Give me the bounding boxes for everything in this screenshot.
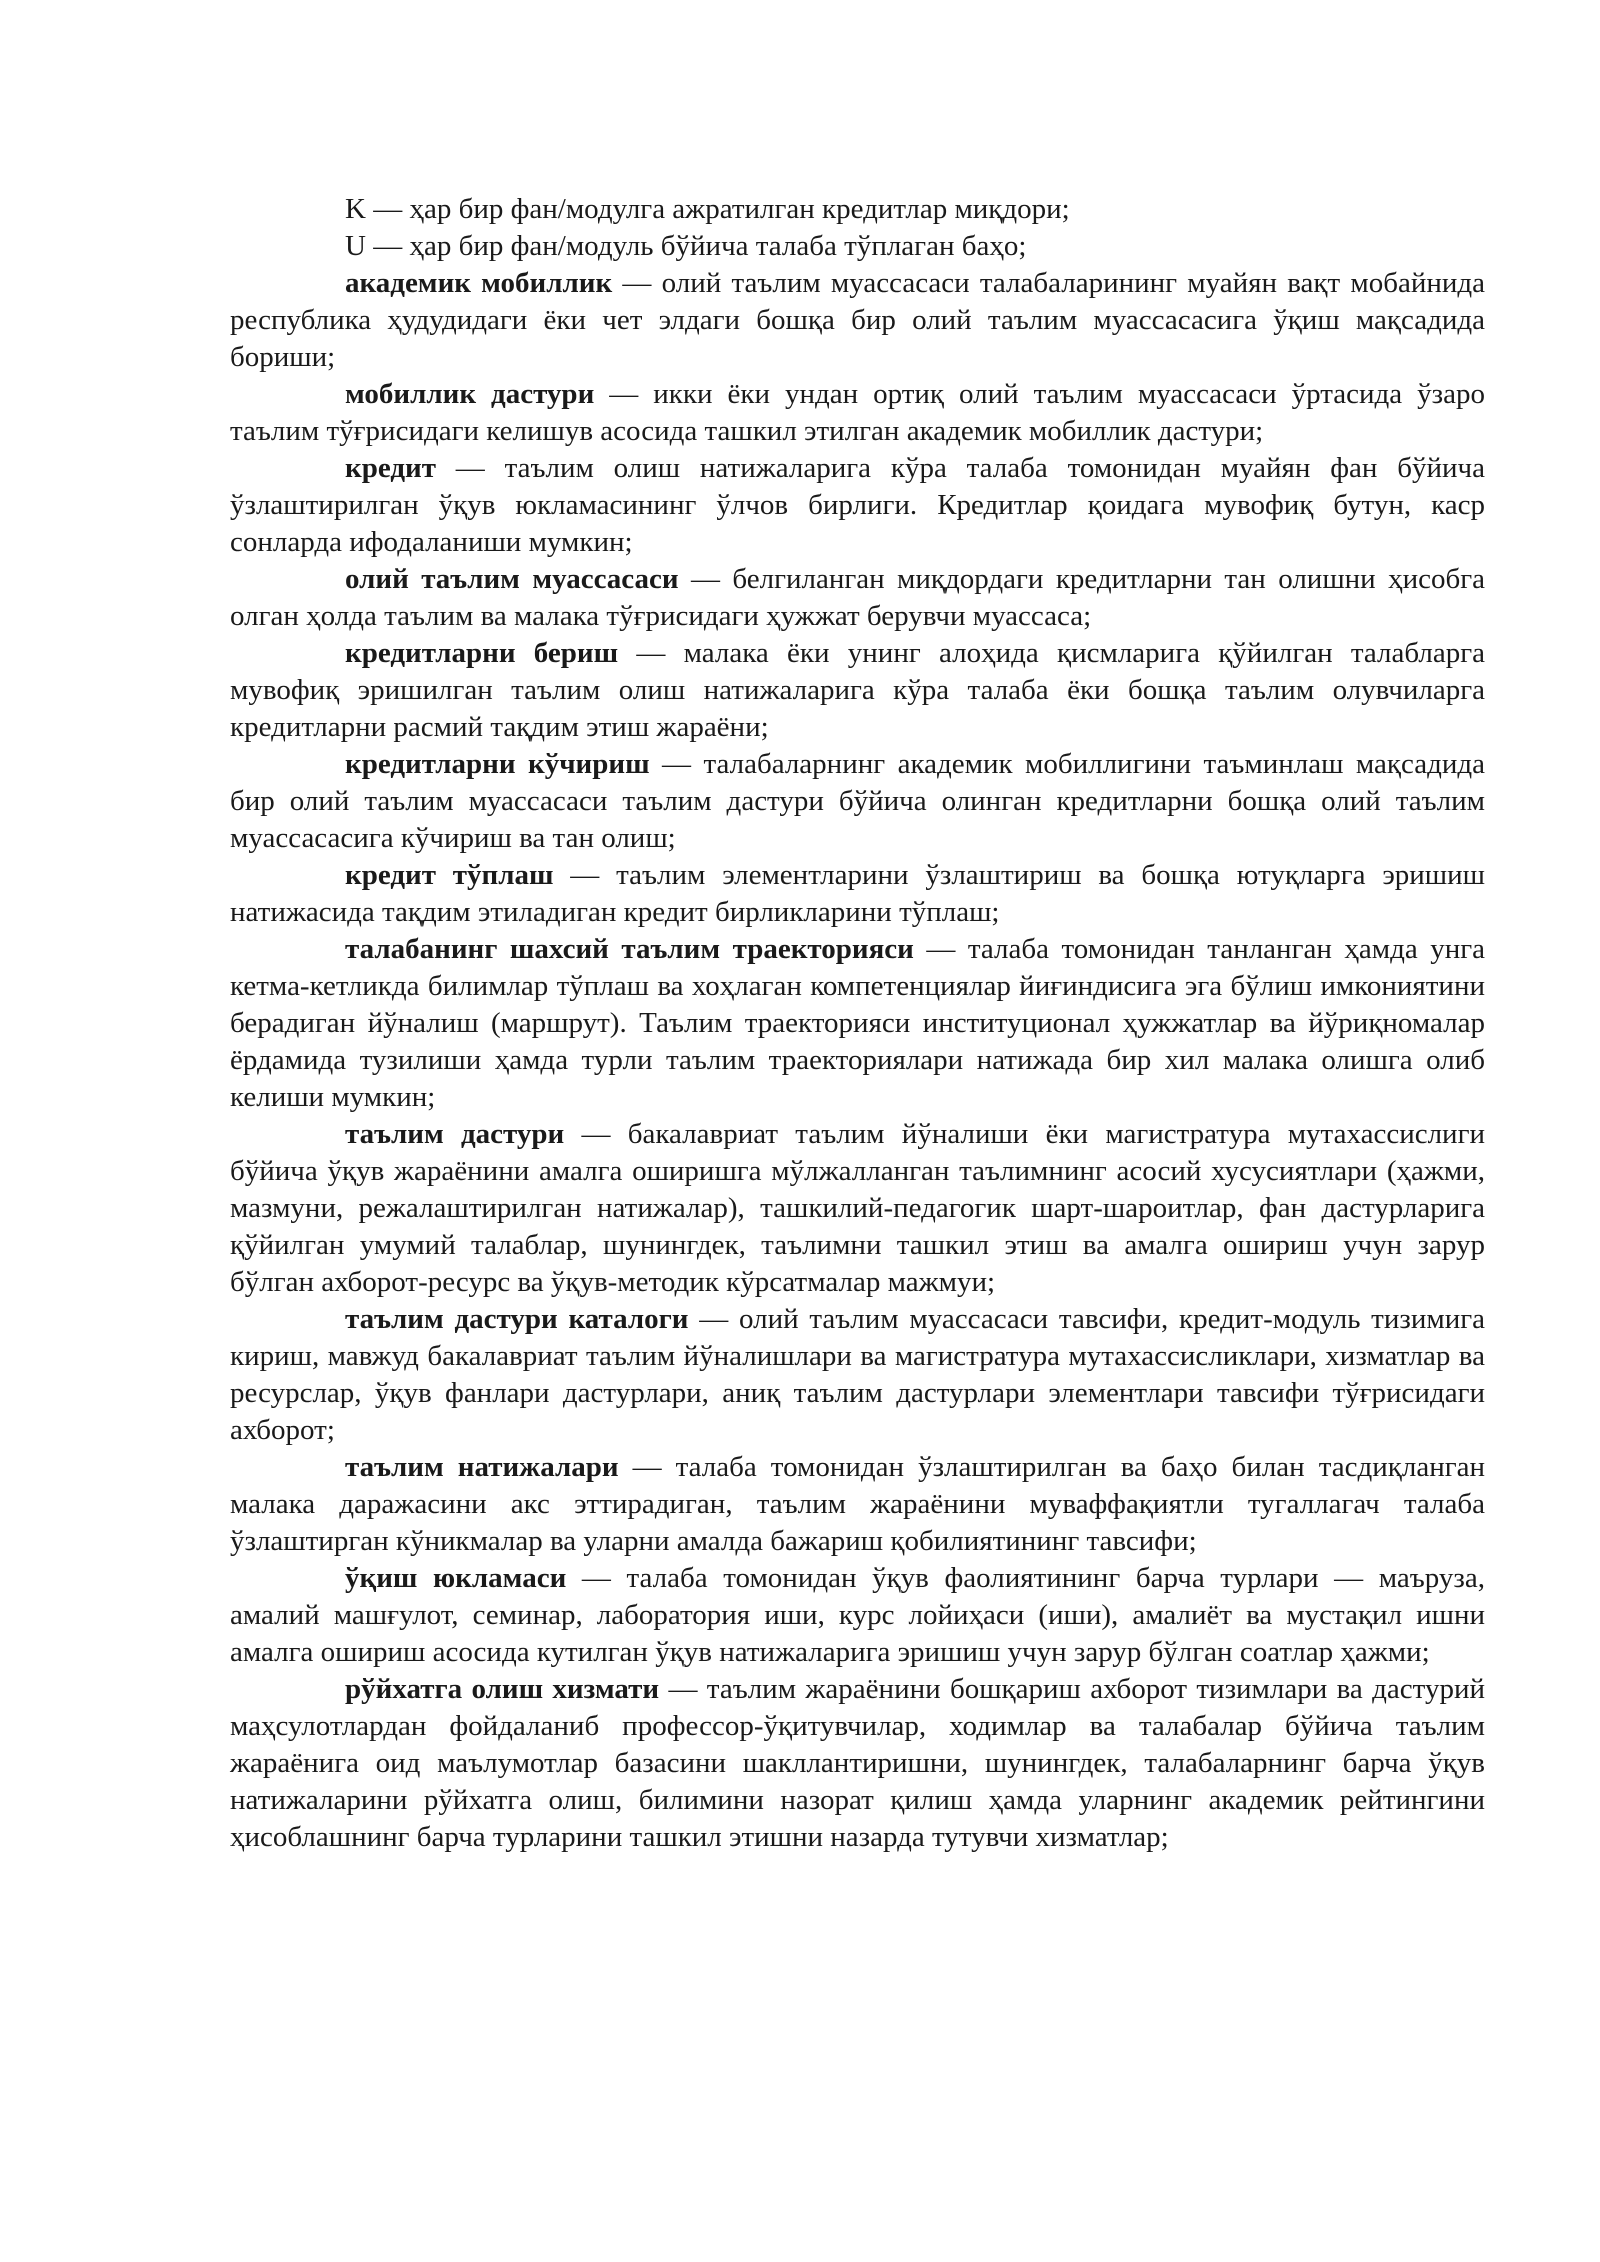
paragraph bbox=[230, 1671, 1485, 1856]
definition: — малака ёки унинг алоҳида қисмларига қўйилган талабларга мувофиқ эришилган таълим олиш натижаларига кўра талаба ёки бошқа таълим олувчиларга кредитларни расмий тақдим этиш жараёни; bbox=[230, 637, 1486, 743]
term: кредит тўплаш bbox=[345, 859, 554, 891]
definition: — талаба томонидан танланган ҳамда унга кетма-кетликда билимлар тўплаш ва хоҳлаган компетенциялар йиғиндисига эга бўлиш имкониятини берадиган йўналиш (маршрут). Таълим траекторияси институционал ҳужжатлар ва йўриқномалар ёрдамида тузилиши ҳамда турли таълим траекториялари натижада бир хил малака олишга олиб келиши мумкин; bbox=[230, 933, 1486, 1113]
paragraph bbox=[230, 1116, 1485, 1301]
paragraph bbox=[230, 561, 1485, 635]
definition: — талаба томонидан ўқув фаолиятининг барча турлари — маъруза, амалий машғулот, семинар, лаборатория иши, курс лойиҳаси (иши), амалиёт ва мустақил ишни амалга ошириш асосида кутилган ўқув натижаларига эришиш учун зарур бўлган соатлар ҳажми; bbox=[230, 1562, 1485, 1668]
definition: — талабаларнинг академик мобиллигини таъминлаш мақсадида бир олий таълим муассасаси таълим дастури бўйича олинган кредитларни бошқа олий таълим муассасасига кўчириш ва тан олиш; bbox=[230, 748, 1485, 854]
paragraph bbox=[230, 746, 1485, 857]
term: олий таълим муассасаси bbox=[345, 563, 679, 595]
term: рўйхатга олиш хизмати bbox=[345, 1673, 660, 1705]
paragraph bbox=[230, 857, 1485, 931]
term: таълим дастури bbox=[345, 1118, 565, 1150]
term: таълим натижалари bbox=[345, 1451, 619, 1483]
definition: — бакалавриат таълим йўналиши ёки магистратура мутахассислиги бўйича ўқув жараёнини амалга оширишга мўлжалланган таълимнинг асосий хусусиятлари (ҳажми, мазмуни, режалаштирилган натижалар), ташкилий-педагогик шарт-шароитлар, фан дастурларига қўйилган умумий талаблар, шунингдек, таълимни ташкил этиш ва амалга ошириш учун зарур бўлган ахборот-ресурс ва ўқув-методик кўрсатмалар мажмуи; bbox=[230, 1118, 1485, 1298]
term: академик мобиллик bbox=[345, 267, 613, 299]
paragraph bbox=[230, 450, 1485, 561]
paragraph bbox=[230, 191, 1485, 228]
definition: — талаба томонидан ўзлаштирилган ва баҳо билан тасдиқланган малака даражасини акс эттирадиган, таълим жараёнини муваффақиятли тугаллагач талаба ўзлаштирган кўникмалар ва уларни амалда бажариш қобилиятининг тавсифи; bbox=[230, 1451, 1485, 1557]
paragraph bbox=[230, 931, 1485, 1116]
paragraph bbox=[230, 265, 1485, 376]
definition: — таълим жараёнини бошқариш ахборот тизимлари ва дастурий маҳсулотлардан фойдаланиб профессор-ўқитувчилар, ходимлар ва талабалар бўйича таълим жараёнига оид маълумотлар базасини шакллантиришни, шунингдек, талабаларнинг барча ўқув натижаларини рўйхатга олиш, билимини назорат қилиш ҳамда уларнинг академик рейтингини ҳисоблашнинг барча турларини ташкил этишни назарда тутувчи хизматлар; bbox=[230, 1673, 1485, 1853]
term: ўқиш юкламаси bbox=[345, 1562, 567, 1594]
term: мобиллик дастури bbox=[345, 378, 595, 410]
term: кредитларни бериш bbox=[345, 637, 619, 669]
definition: — белгиланган миқдордаги кредитларни тан олишни ҳисобга олган ҳолда таълим ва малака тўғрисидаги ҳужжат берувчи муассаса; bbox=[230, 563, 1485, 632]
term: кредитларни кўчириш bbox=[345, 748, 650, 780]
definition: K — ҳар бир фан/модулга ажратилган кредитлар миқдори; bbox=[345, 193, 1070, 225]
term: таълим дастури каталоги bbox=[345, 1303, 689, 1335]
paragraph bbox=[230, 1560, 1485, 1671]
document-page bbox=[230, 191, 1485, 1856]
paragraph bbox=[230, 228, 1485, 265]
paragraph bbox=[230, 635, 1485, 746]
definition: — таълим элементларини ўзлаштириш ва бошқа ютуқларга эришиш натижасида тақдим этиладиган кредит бирликларини тўплаш; bbox=[230, 859, 1485, 928]
paragraph bbox=[230, 1301, 1485, 1449]
definition: U — ҳар бир фан/модуль бўйича талаба тўплаган баҳо; bbox=[345, 230, 1027, 262]
definition: — таълим олиш натижаларига кўра талаба томонидан муайян фан бўйича ўзлаштирилган ўқув юкламасининг ўлчов бирлиги. Кредитлар қоидага мувофиқ бутун, каср сонларда ифодаланиши мумкин; bbox=[230, 452, 1485, 558]
definition: — икки ёки ундан ортиқ олий таълим муассасаси ўртасида ўзаро таълим тўғрисидаги келишув асосида ташкил этилган академик мобиллик дастури; bbox=[230, 378, 1485, 447]
definition: — олий таълим муассасаси талабаларининг муайян вақт мобайнида республика ҳудудидаги ёки чет элдаги бошқа бир олий таълим муассасасига ўқиш мақсадида бориши; bbox=[230, 267, 1486, 373]
term: кредит bbox=[345, 452, 436, 484]
definition: — олий таълим муассасаси тавсифи, кредит-модуль тизимига кириш, мавжуд бакалавриат таълим йўналишлари ва магистратура мутахассисликлари, хизматлар ва ресурслар, ўқув фанлари дастурлари, аниқ таълим дастурлари элементлари тавсифи тўғрисидаги ахборот; bbox=[230, 1303, 1485, 1446]
term: талабанинг шахсий таълим траекторияси bbox=[345, 933, 914, 965]
paragraph bbox=[230, 376, 1485, 450]
paragraph bbox=[230, 1449, 1485, 1560]
